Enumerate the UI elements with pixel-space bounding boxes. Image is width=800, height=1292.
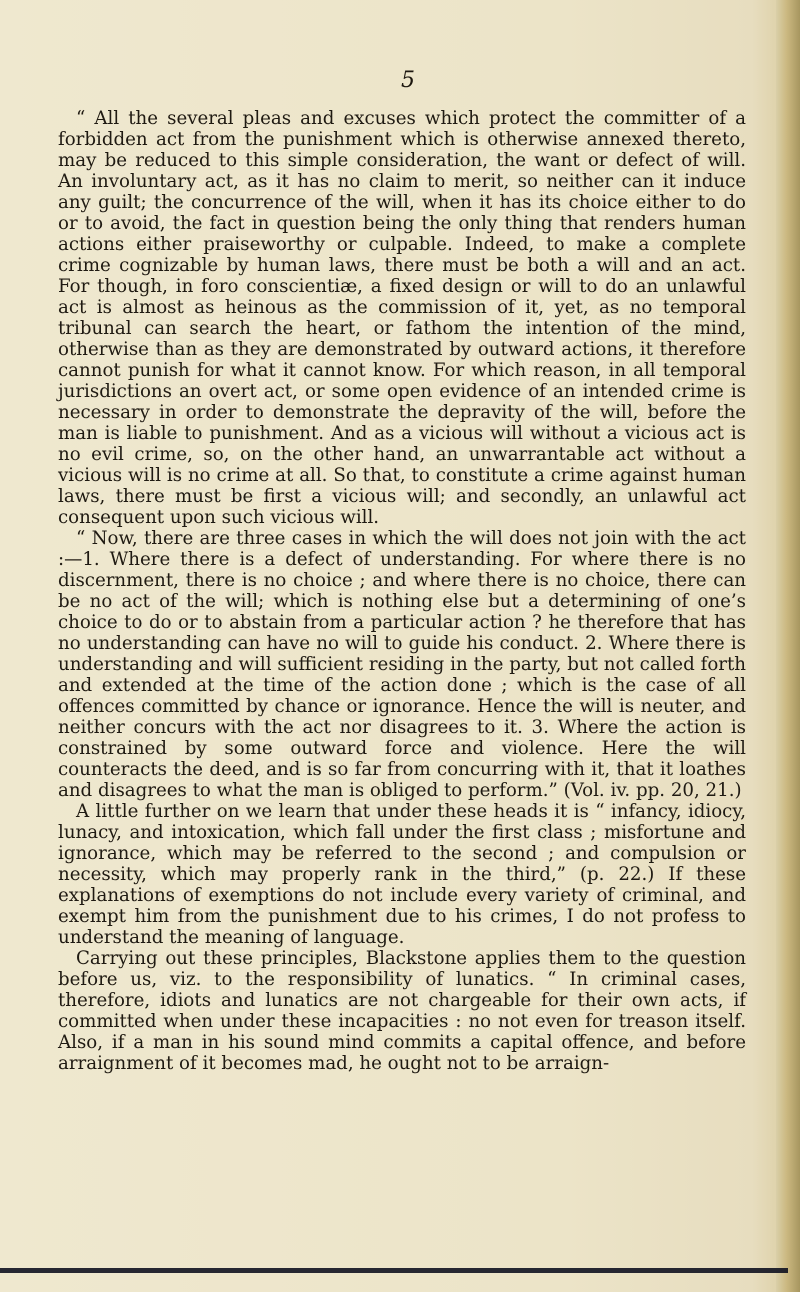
bottom-rule [0, 1268, 788, 1273]
paragraph-2: “ Now, there are three cases in which the will does not join with the act :—1. Where there is a defect of understanding. For where there is no discernment, there is no choice ; and where there is no choice, there can be no act of the will; which is nothing else but a determining of one’s choice to do or to abstain from a particular action ? he therefore that has no understanding can have no will to guide his conduct. 2. Where there is understanding and will sufficient residing in the party, but not called forth and extended at the time of the action done ; which is the case of all offences committed by chance or ignorance. Hence the will is neuter, and neither concurs with the act nor disagrees to it. 3. Where the action is constrained by some outward force and violence. Here the will counteracts the deed, and is so far from concurring with it, that it loathes and disagrees to what the man is obliged to perform.” (Vol. iv. pp. 20, 21.) [58, 528, 746, 801]
paragraph-3: A little further on we learn that under these heads it is “ infancy, idiocy, lunacy, and intoxication, which fall under the first class ; misfortune and ignorance, which may be referred to the second ; and compulsion or necessity, which may properly rank in the third,” (p. 22.) If these explanations of exemptions do not include every variety of criminal, and exempt him from the punishment due to his crimes, I do not profess to understand the meaning of language. [58, 801, 746, 948]
body-text [58, 108, 746, 1074]
page-number: 5 [401, 68, 416, 93]
paragraph-1: “ All the several pleas and excuses which protect the committer of a forbidden act from the punishment which is otherwise annexed thereto, may be reduced to this simple consideration, the want or defect of will. An involuntary act, as it has no claim to merit, so neither can it induce any guilt; the concurrence of the will, when it has its choice either to do or to avoid, the fact in question being the only thing that renders human actions either praiseworthy or culpable. Indeed, to make a complete crime cognizable by human laws, there must be both a will and an act. For though, in foro conscientiæ, a fixed design or will to do an unlawful act is almost as heinous as the commission of it, yet, as no temporal tribunal can search the heart, or fathom the intention of the mind, otherwise than as they are demonstrated by outward actions, it therefore cannot punish for what it cannot know. For which reason, in all temporal jurisdictions an overt act, or some open evidence of an intended crime is necessary in order to demonstrate the depravity of the will, before the man is liable to punishment. And as a vicious will without a vicious act is no evil crime, so, on the other hand, an unwarrantable act without a vicious will is no crime at all. So that, to constitute a crime against human laws, there must be first a vicious will; and secondly, an unlawful act consequent upon such vicious will. [58, 108, 746, 528]
page-edge-shadow [776, 0, 800, 1292]
paragraph-4: Carrying out these principles, Blackstone applies them to the question before us, viz. to the responsibility of lunatics. “ In criminal cases, therefore, idiots and lunatics are not chargeable for their own acts, if committed when under these incapacities : no not even for treason itself. Also, if a man in his sound mind commits a capital offence, and before arraignment of it becomes mad, he ought not to be arraign- [58, 948, 746, 1074]
